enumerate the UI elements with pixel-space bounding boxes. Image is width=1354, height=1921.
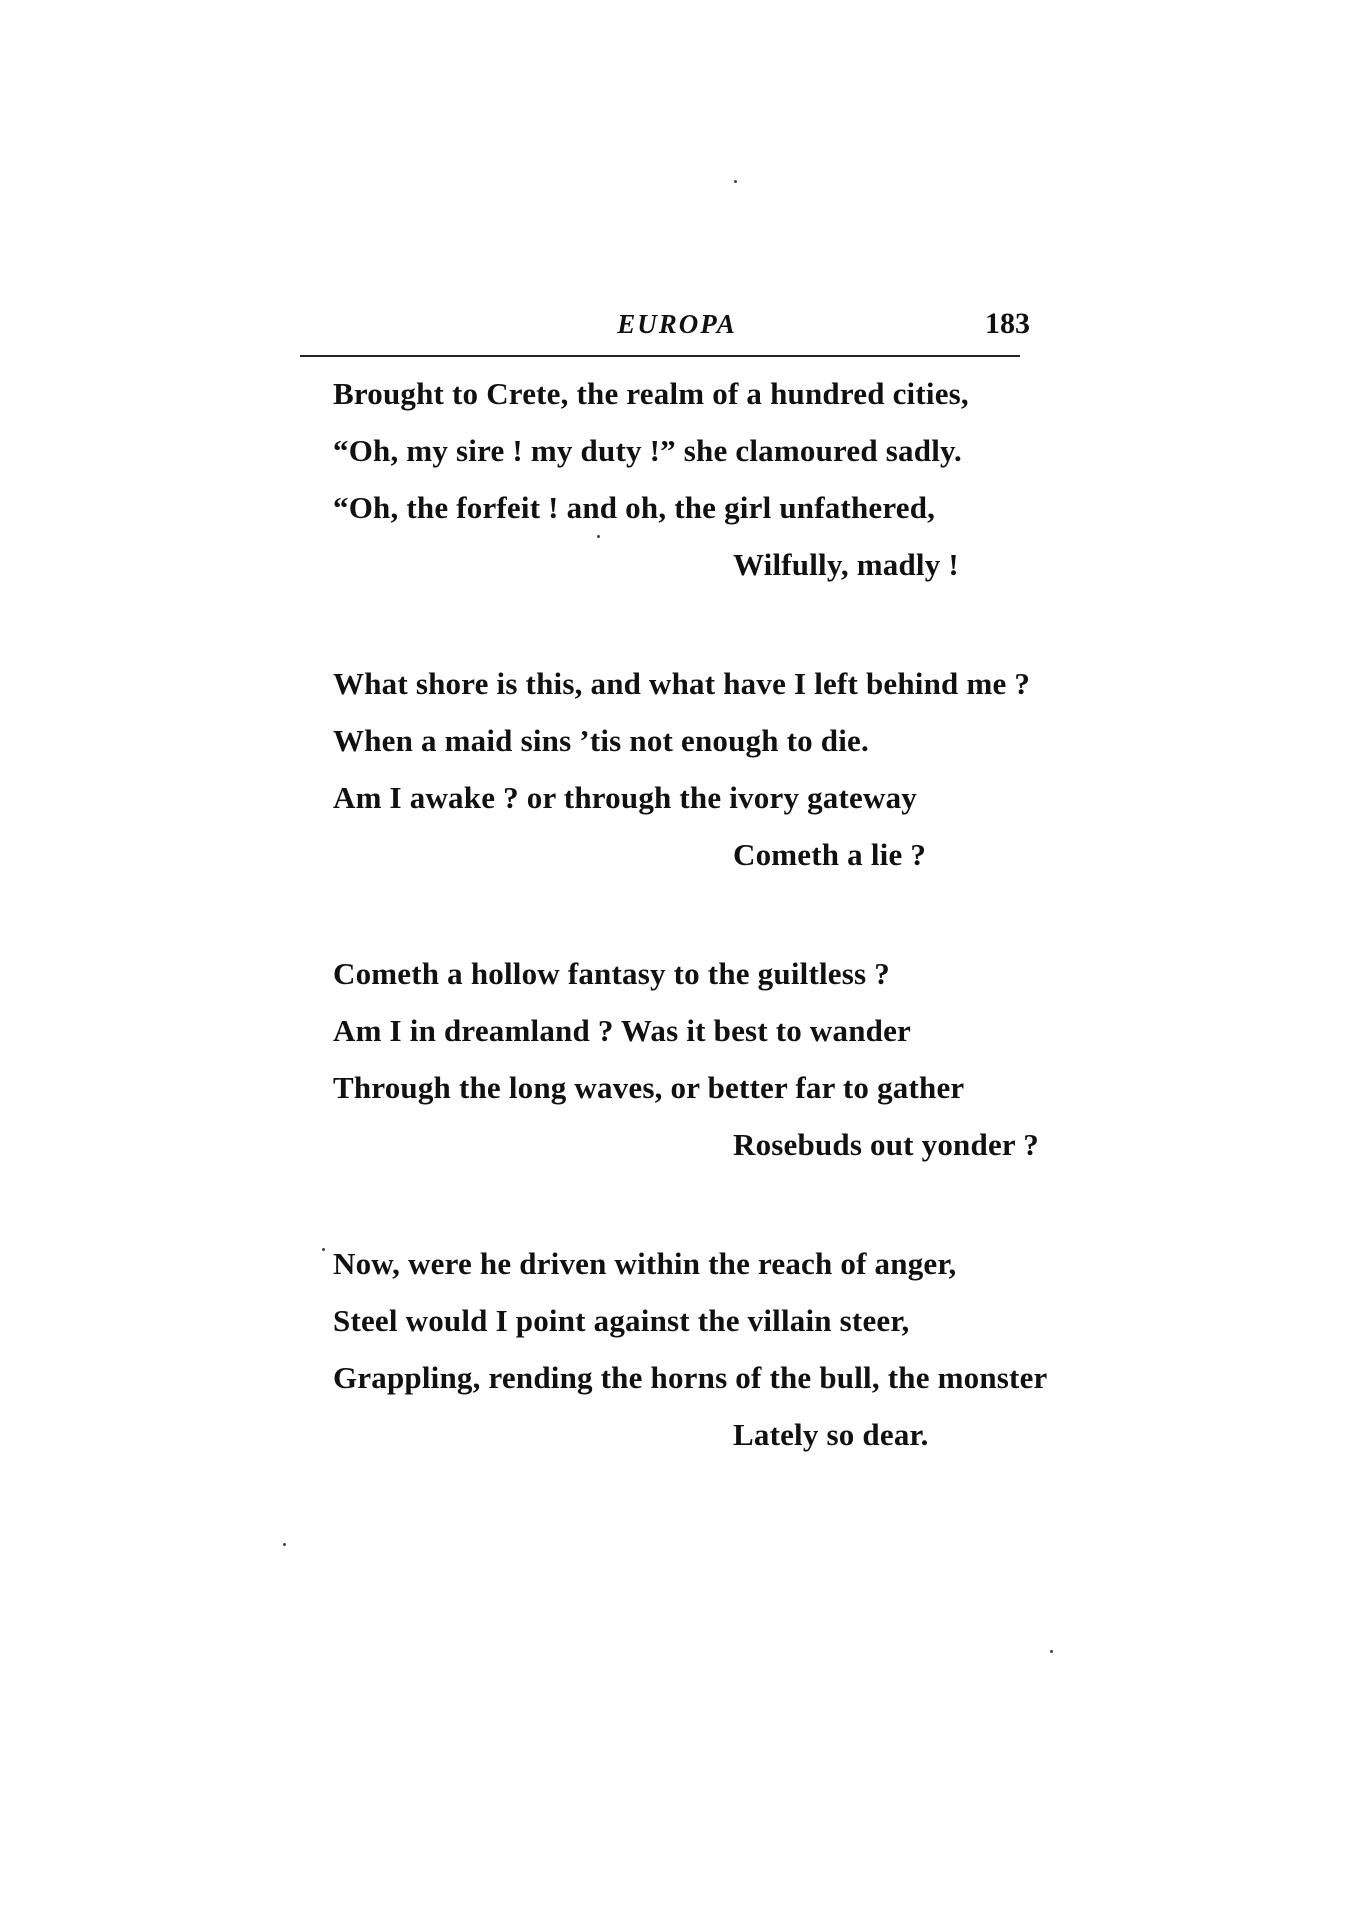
stanza-3: [333, 945, 1093, 1173]
scan-speck: [283, 1543, 286, 1546]
verse-line: When a maid sins ’tis not enough to die.: [333, 723, 869, 758]
verse-line: Am I in dreamland ? Was it best to wander: [333, 1013, 912, 1048]
running-title: EUROPA: [617, 309, 737, 339]
verse-line: “Oh, my sire ! my duty !” she clamoured sadly.: [333, 433, 962, 468]
verse-line: “Oh, the forfeit ! and oh, the girl unfathered,: [333, 490, 936, 525]
verse-line: Cometh a hollow fantasy to the guiltless ?: [333, 956, 890, 991]
verse-line: Grappling, rending the horns of the bull, the monster: [333, 1360, 1048, 1395]
scan-speck: [322, 1248, 325, 1251]
verse-line: Brought to Crete, the realm of a hundred cities,: [333, 376, 969, 411]
stanza-1: [333, 365, 1093, 593]
running-head: [0, 305, 1354, 345]
verse-line-refrain: Wilfully, madly !: [733, 547, 959, 582]
verse-line: Steel would I point against the villain steer,: [333, 1303, 910, 1338]
verse-line: Am I awake ? or through the ivory gateway: [333, 780, 917, 815]
page-number: 183: [985, 307, 1030, 340]
verse-line-refrain: Lately so dear.: [733, 1417, 929, 1452]
verse-line-refrain: Rosebuds out yonder ?: [733, 1127, 1039, 1162]
stanza-4: [333, 1235, 1093, 1463]
scan-speck: [1050, 1650, 1053, 1653]
scan-speck: [597, 535, 600, 538]
verse-line-refrain: Cometh a lie ?: [733, 837, 927, 872]
header-rule: [300, 355, 1020, 357]
stanza-2: [333, 655, 1093, 883]
verse-line: Through the long waves, or better far to gather: [333, 1070, 965, 1105]
verse-line: What shore is this, and what have I left behind me ?: [333, 666, 1031, 701]
verse-line: Now, were he driven within the reach of anger,: [333, 1246, 957, 1281]
scan-speck: [734, 180, 737, 183]
